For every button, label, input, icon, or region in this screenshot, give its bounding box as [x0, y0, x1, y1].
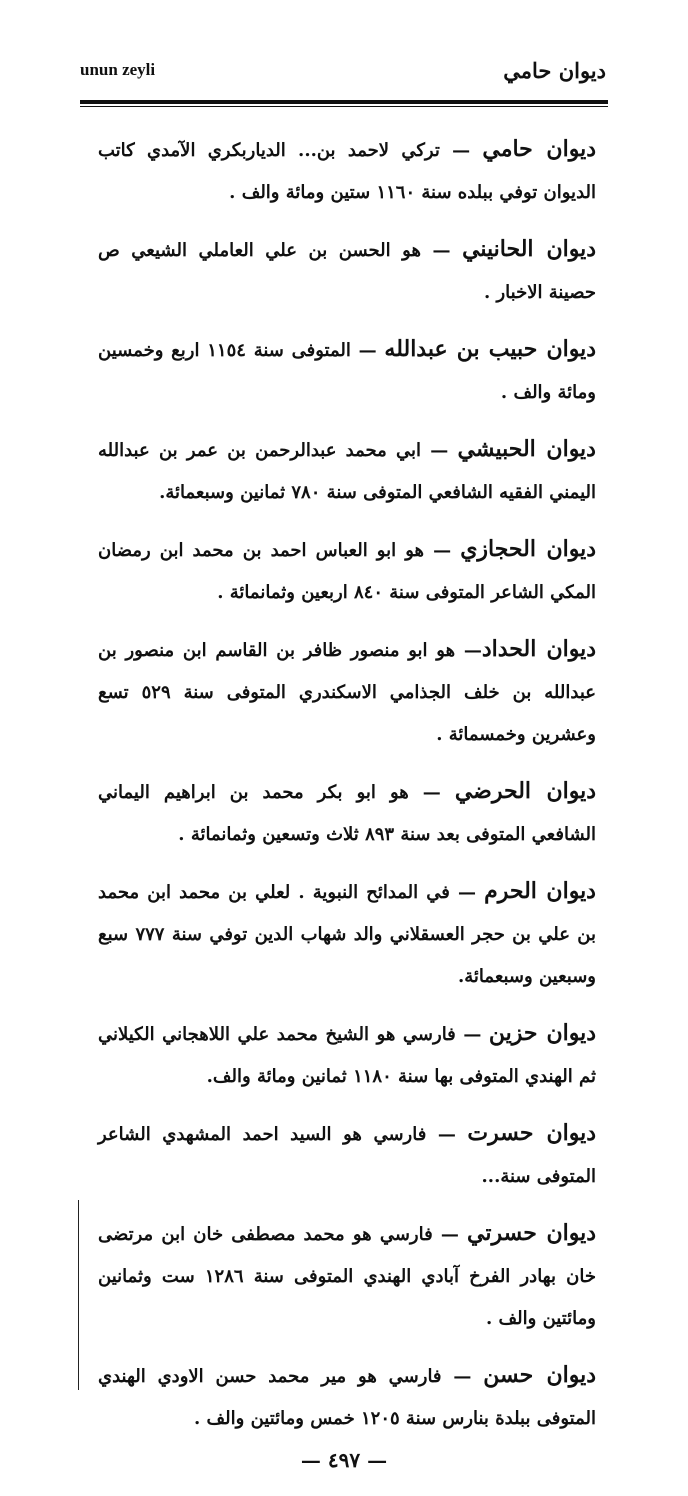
running-title: ديوان حامي: [503, 58, 606, 83]
entry-title: ديوان الحداد: [481, 636, 596, 662]
entry-text: — فارسي هو الشيخ محمد علي اللاهجاني الكيلاني ثم الهندي المتوفى بها سنة ١١٨٠ ثمانين ومائة والف.: [98, 1024, 596, 1087]
entry: [98, 128, 596, 214]
entry-title: ديوان حزين: [488, 1020, 596, 1046]
entry-title: ديوان حسرت: [467, 1120, 596, 1146]
entry: [98, 1012, 596, 1098]
page-number: — ٤٩٧ —: [300, 1448, 388, 1472]
running-title-latin: unun zeyli: [80, 60, 156, 79]
entry-text: — هو ابو بكر محمد بن ابراهيم اليماني الشافعي المتوفى بعد سنة ٨٩٣ ثلاث وتسعين وثمانمائة .: [98, 782, 596, 845]
entry-title: ديوان حبيب بن عبدالله: [384, 336, 597, 362]
entry: [98, 628, 596, 756]
entry-text: — فارسي هو السيد احمد المشهدي الشاعر المتوفى سنة...: [98, 1124, 596, 1187]
entry-text: — في المدائح النبوية . لعلي بن محمد ابن محمد بن علي بن حجر العسقلاني والد شهاب الدين توفي سنة ٧٧٧ سبع وسبعين وسبعمائة.: [98, 882, 596, 987]
entry-text: — ابي محمد عبدالرحمن بن عمر بن عبدالله اليمني الفقيه الشافعي المتوفى سنة ٧٨٠ ثمانين وسبعمائة.: [98, 440, 596, 503]
entry: [98, 870, 596, 998]
entry: [98, 770, 596, 856]
entry-title: ديوان الحانيني: [462, 236, 597, 262]
page-header: [80, 58, 608, 90]
margin-line: [78, 1200, 79, 1390]
entry: [98, 328, 596, 414]
entry: [98, 528, 596, 614]
entry-text: — فارسي هو مير محمد حسن الاودي الهندي المتوفى ببلدة بنارس سنة ١٢٠٥ خمس ومائتين والف .: [98, 1366, 596, 1429]
entry-text: — هو الحسن بن علي العاملي الشيعي ص حصينة الاخبار .: [98, 240, 596, 303]
header-rule-thick: [80, 100, 608, 104]
entry: [98, 1354, 596, 1440]
entry: [98, 1212, 596, 1340]
entry-title: ديوان الحرم: [484, 878, 596, 904]
entry-text: — هو ابو العباس احمد بن محمد ابن رمضان المكي الشاعر المتوفى سنة ٨٤٠ اربعين وثمانمائة .: [98, 540, 596, 603]
entry: [98, 228, 596, 314]
header-rule-thin: [80, 106, 608, 107]
entry-title: ديوان الحبيشي: [457, 436, 596, 462]
entries-list: [98, 128, 596, 1454]
entry-title: ديوان حسرتي: [467, 1220, 596, 1246]
entry: [98, 1112, 596, 1198]
entry-title: ديوان حسن: [483, 1362, 596, 1388]
entry-text: — المتوفى سنة ١١٥٤ اربع وخمسين ومائة والف .: [98, 340, 596, 403]
entry-text: — تركي لاحمد بن... الدياربكري الآمدي كاتب الديوان توفي ببلده سنة ١١٦٠ ستين ومائة والف .: [98, 140, 596, 203]
entry-text: — هو ابو منصور ظافر بن القاسم ابن منصور بن عبدالله بن خلف الجذامي الاسكندري المتوفى سنة ٥٢٩ تسع وعشرين وخمسمائة .: [98, 640, 596, 745]
entry-title: ديوان حامي: [482, 136, 596, 162]
entry: [98, 428, 596, 514]
entry-text: — فارسي هو محمد مصطفى خان ابن مرتضى خان بهادر الفرخ آبادي الهندي المتوفى سنة ١٢٨٦ ست وثمانين ومائتين والف .: [98, 1224, 596, 1329]
entry-title: ديوان الحجازي: [460, 536, 596, 562]
entry-title: ديوان الحرضي: [454, 778, 597, 804]
